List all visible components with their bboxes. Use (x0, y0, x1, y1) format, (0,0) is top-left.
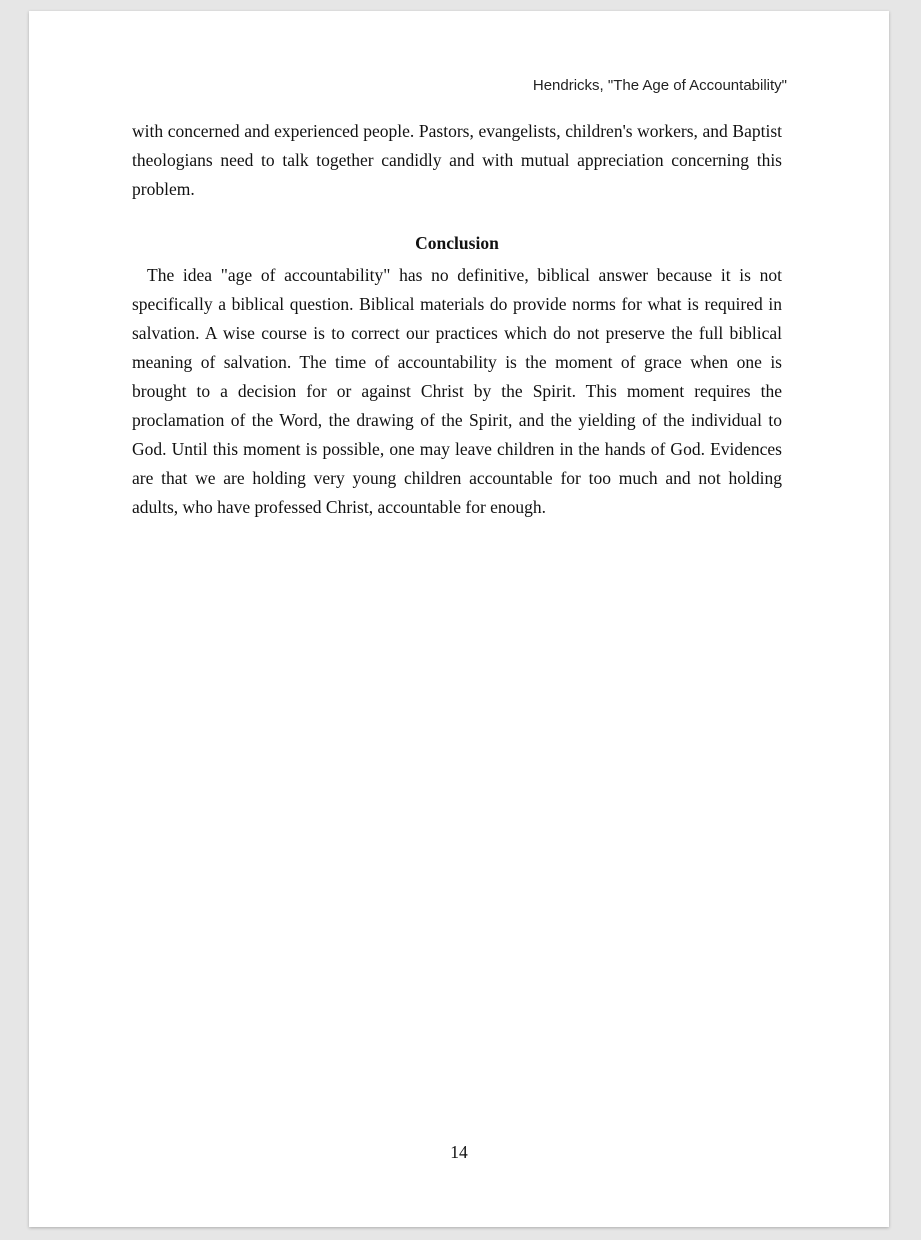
page-number: 14 (450, 1142, 468, 1162)
running-header: Hendricks, "The Age of Accountability" (532, 77, 787, 94)
document-page (29, 11, 889, 1227)
section-heading: Conclusion (415, 233, 499, 253)
body-paragraph-continued: with concerned and experienced people. Pastors, evangelists, children's workers, and Baptist theologians need to talk together candidly and with mutual appreciation concerning this problem. (132, 121, 782, 199)
conclusion-paragraph: The idea "age of accountability" has no definitive, biblical answer because it is not specifically a biblical question. Biblical materials do provide norms for what is required in salvation. A wise course is to correct our practices which do not preserve the full biblical meaning of salvation. The time of accountability is the moment of grace when one is brought to a decision for or against Christ by the Spirit. This moment requires the proclamation of the Word, the drawing of the Spirit, and the yielding of the individual to God. Until this moment is possible, one may leave children in the hands of God. Evidences are that we are holding very young children accountable for too much and not holding adults, who have professed Christ, accountable for enough. (132, 265, 782, 517)
